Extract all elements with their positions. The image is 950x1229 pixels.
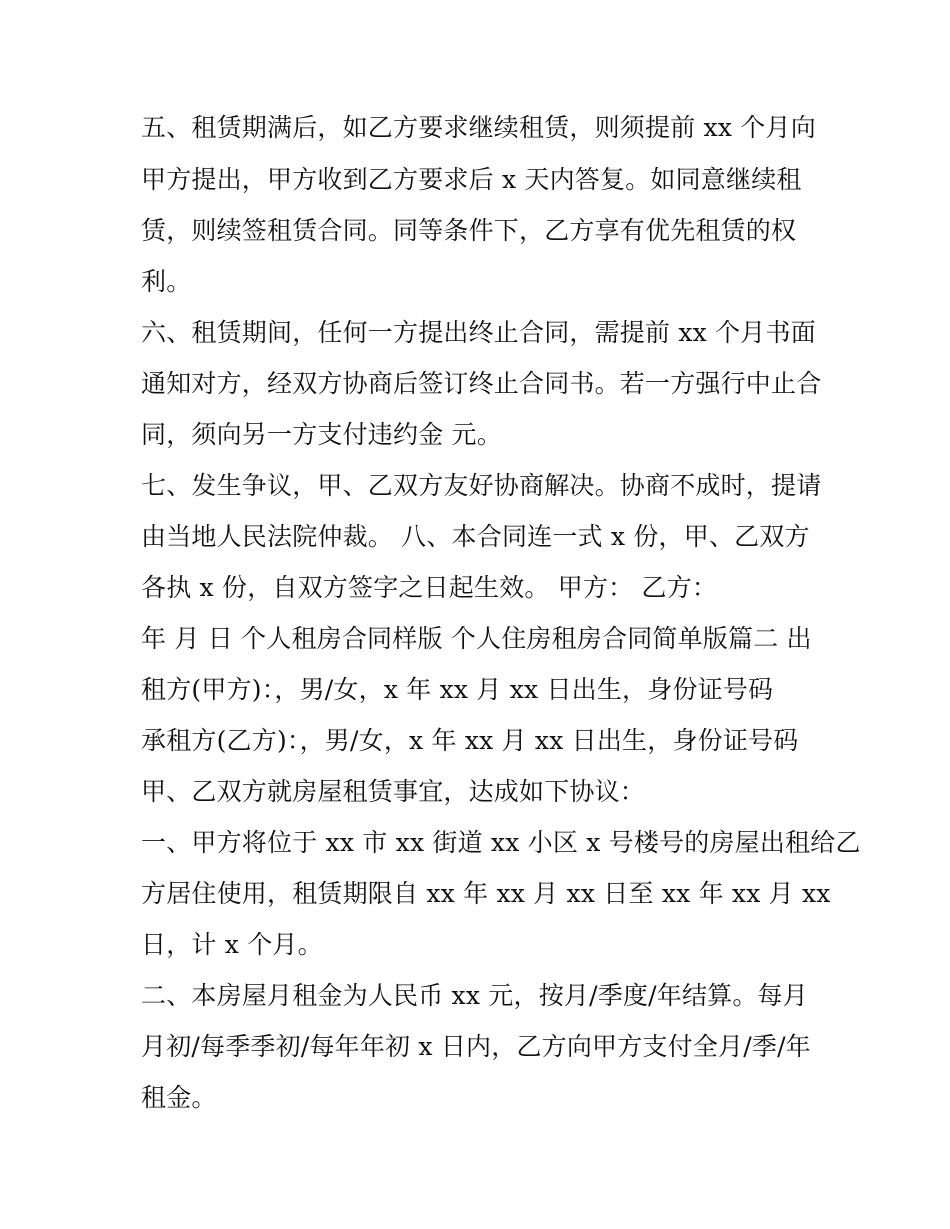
text-line: 五、租赁期满后，如乙方要求继续租赁，则须提前 xx 个月向 <box>141 113 816 142</box>
text-line: 同，须向另一方支付违约金 元。 <box>141 420 502 449</box>
text-line: 七、发生争议，甲、乙双方友好协商解决。协商不成时，提请 <box>141 471 822 500</box>
text-line: 通知对方，经双方协商后签订终止合同书。若一方强行中止合 <box>141 369 822 398</box>
text-line: 赁，则续签租赁合同。同等条件下，乙方享有优先租赁的权 <box>141 216 797 245</box>
text-line: 租金。 <box>141 1083 217 1112</box>
text-line: 年 月 日 个人租房合同样版 个人住房租房合同简单版篇二 出 <box>141 624 812 653</box>
text-line: 由当地人民法院仲裁。 八、本合同连一式 x 份，甲、乙双方 <box>141 522 810 551</box>
text-line: 六、租赁期间，任何一方提出终止合同，需提前 xx 个月书面 <box>141 318 816 347</box>
text-line: 甲、乙双方就房屋租赁事宜，达成如下协议： <box>141 777 646 806</box>
text-line: 一、甲方将位于 xx 市 xx 街道 xx 小区 x 号楼号的房屋出租给乙 <box>141 828 861 857</box>
text-line: 租方(甲方)：，男/女，x 年 xx 月 xx 日出生，身份证号码 <box>141 675 774 704</box>
text-line: 月初/每季季初/每年年初 x 日内，乙方向甲方支付全月/季/年 <box>141 1032 811 1061</box>
text-line: 甲方提出，甲方收到乙方要求后 x 天内答复。如同意继续租 <box>141 165 802 194</box>
text-line: 方居住使用，租赁期限自 xx 年 xx 月 xx 日至 xx 年 xx 月 xx <box>141 879 831 908</box>
text-line: 承租方(乙方)：，男/女，x 年 xx 月 xx 日出生，身份证号码 <box>141 726 799 755</box>
text-line: 利。 <box>141 267 192 296</box>
text-line: 各执 x 份，自双方签字之日起生效。 甲方： 乙方： <box>141 573 718 602</box>
text-line: 二、本房屋月租金为人民币 xx 元，按月/季度/年结算。每月 <box>141 981 808 1010</box>
text-line: 日，计 x 个月。 <box>141 930 323 959</box>
